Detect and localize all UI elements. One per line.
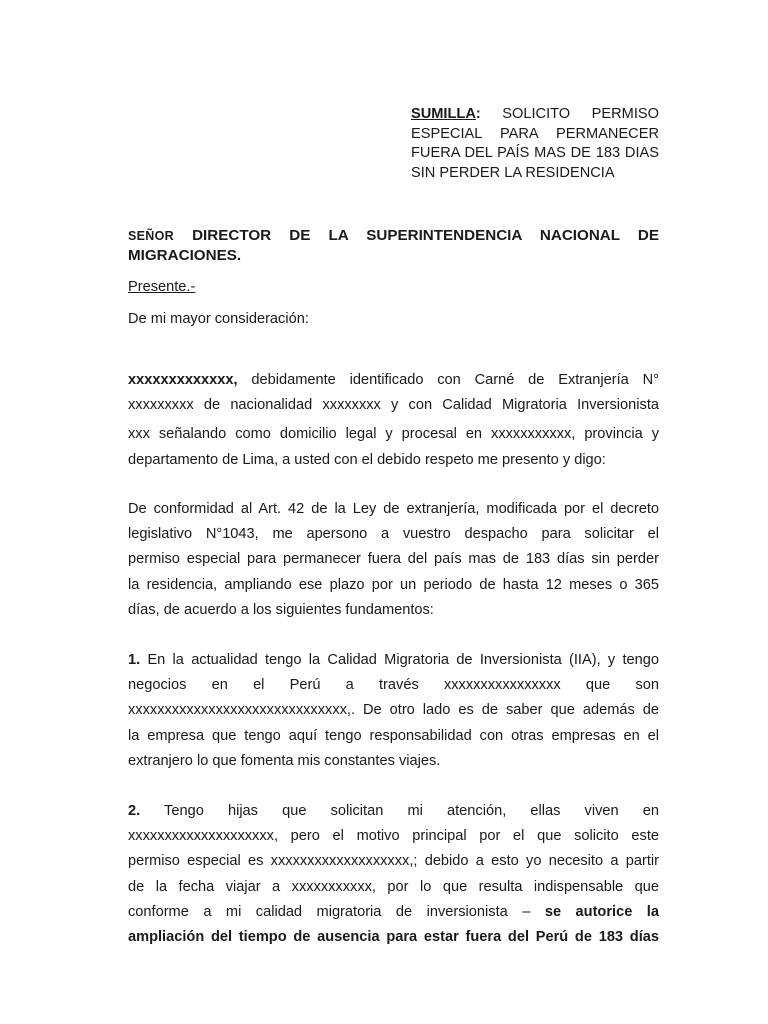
conformidad-line-5: días, de acuerdo a los siguientes fundamentos: (128, 601, 434, 618)
sumilla-block (411, 105, 659, 183)
punto-2-line-6: ampliación del tiempo de ausencia para estar fuera del Perú de 183 días (128, 928, 659, 945)
intro-line-4: departamento de Lima, a usted con el debido respeto me presento y digo: (128, 451, 606, 468)
intro-line-1-rest: debidamente identificado con Carné de Extranjería N° (237, 372, 659, 388)
punto-1-line-1-rest: En la actualidad tengo la Calidad Migratoria de Inversionista (IIA), y tengo (140, 652, 659, 668)
punto-1-line-5: extranjero lo que fomenta mis constantes viajes. (128, 752, 441, 769)
conformidad-line-1: De conformidad al Art. 42 de la Ley de extranjería, modificada por el decreto (128, 501, 659, 517)
addressee-prefix: SEÑOR (128, 229, 174, 243)
punto-2-line-3: permiso especial es xxxxxxxxxxxxxxxxxxx,; debido a esto yo necesito a partir (128, 853, 659, 870)
sumilla-line-2: ESPECIAL PARA PERMANECER (411, 125, 659, 142)
punto-1-number: 1. (128, 652, 141, 668)
punto-2-line-1-rest: Tengo hijas que solicitan mi atención, ellas viven en (140, 803, 659, 819)
addressee-line-1 (128, 226, 659, 246)
punto-2-line-2: xxxxxxxxxxxxxxxxxxxx, pero el motivo principal por el que solicito este (128, 828, 659, 845)
sumilla-line-3: FUERA DEL PAÍS MAS DE 183 DIAS (411, 145, 659, 161)
punto-2-line-5 (128, 900, 659, 925)
intro-name: xxxxxxxxxxxxx, (128, 372, 238, 388)
punto-1-line-2: negocios en el Perú a través xxxxxxxxxxxxxxxx que son (128, 677, 659, 694)
punto-2-line-1 (128, 799, 659, 824)
punto-2-line-4: de la fecha viajar a xxxxxxxxxxx, por lo que resulta indispensable que (128, 878, 659, 895)
punto-1-line-1 (128, 648, 659, 673)
addressee-line-2: MIGRACIONES. (128, 247, 242, 264)
intro-paragraph (128, 368, 659, 473)
sumilla-text-1: SOLICITO PERMISO (502, 106, 659, 122)
intro-line-1 (128, 368, 659, 393)
punto-2-line-5-bold: se autorice la (544, 903, 659, 920)
punto-2-paragraph (128, 799, 659, 950)
punto-1-paragraph (128, 648, 659, 774)
conformidad-paragraph (128, 497, 659, 623)
conformidad-line-3: permiso especial para permanecer fuera del país mas de 183 días sin perder (128, 551, 659, 568)
intro-line-2: xxxxxxxxx de nacionalidad xxxxxxxx y con Calidad Migratoria Inversionista (128, 397, 659, 414)
sumilla-colon: : (475, 106, 481, 122)
sumilla-label: SUMILLA (411, 106, 476, 122)
presente-heading: Presente.- (128, 279, 196, 295)
punto-1-line-3: xxxxxxxxxxxxxxxxxxxxxxxxxxxxxx,. De otro lado es de saber que además de (128, 702, 659, 719)
sumilla-line-1 (411, 105, 659, 125)
addressee-block (128, 226, 659, 266)
punto-2-line-5-plain: conforme a mi calidad migratoria de inversionista – (128, 903, 545, 920)
conformidad-line-2: legislativo N°1043, me apersono a vuestro despacho para solicitar el (128, 526, 659, 543)
punto-2-number: 2. (128, 803, 141, 819)
addressee-line-1-rest: DIRECTOR DE LA SUPERINTENDENCIA NACIONAL DE (173, 227, 659, 244)
sumilla-line-4: SIN PERDER LA RESIDENCIA (411, 164, 615, 181)
conformidad-line-4: la residencia, ampliando ese plazo por un periodo de hasta 12 meses o 365 (128, 576, 659, 593)
intro-line-3: xxx señalando como domicilio legal y procesal en xxxxxxxxxxx, provincia y (128, 426, 659, 443)
punto-1-line-4: la empresa que tengo aquí tengo responsabilidad con otras empresas en el (128, 727, 659, 744)
consideracion-line: De mi mayor consideración: (128, 311, 309, 327)
